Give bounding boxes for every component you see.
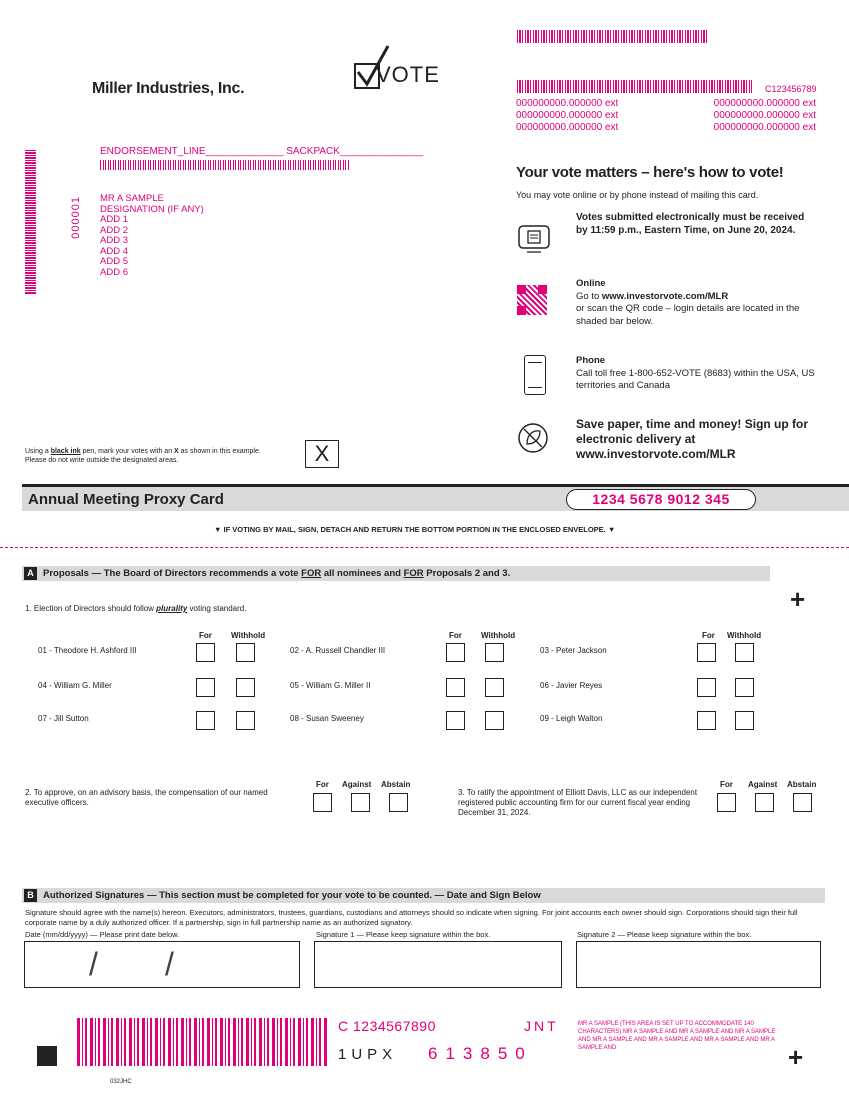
proposal-2-text: 2. To approve, on an advisory basis, the compensation of our named executive officers. [25, 788, 268, 807]
plus-mark: + [788, 1042, 804, 1072]
control-code: C123456789 [765, 84, 817, 94]
proposal-1-label: 1. Election of Directors should follow plurality voting standard. [25, 604, 247, 613]
signature-instructions: Signature should agree with the name(s) hereon. Executors, administrators, trustees, guardians, custodians and attorneys should so indicate when signing. For joint accounts each owner should sign. Corporations should sign their full corporate name by a duly authorized officer. If a partnership, sign in full partnership name as an authorized signatory. [25, 908, 798, 927]
col-for: For [316, 780, 329, 789]
mail-note: ▼ IF VOTING BY MAIL, SIGN, DETACH AND RETURN THE BOTTOM PORTION IN THE ENCLOSED ENVELOPE. ▼ [214, 525, 616, 534]
bottom-control-code: C 1234567890 [338, 1018, 436, 1034]
phone-section: Phone Call toll free 1-800-652-VOTE (8683) within the USA, US territories and Canada [576, 355, 815, 391]
nominee-label: 04 - William G. Miller [38, 681, 112, 690]
address-line: ADD 2 [100, 224, 128, 236]
nominee-label: 05 - William G. Miller II [290, 681, 371, 690]
col-withhold: Withhold [231, 631, 266, 640]
vote-matters-subtitle: You may vote online or by phone instead of mailing this card. [516, 190, 759, 200]
registration-square [37, 1046, 57, 1066]
footer-code: 032JHC [110, 1079, 132, 1085]
jnt-code: JNT [524, 1018, 559, 1034]
address-line: ADD 3 [100, 235, 128, 246]
postal-barcode [100, 160, 350, 170]
proxy-card-title: Annual Meeting Proxy Card [28, 491, 224, 508]
online-title: Online [576, 278, 606, 289]
control-barcode [517, 80, 752, 93]
vote-withhold-checkbox[interactable] [485, 678, 504, 697]
deadline-text: Votes submitted electronically must be received by 11:59 p.m., Eastern Time, on June 20, 2024. [576, 212, 805, 236]
top-barcode [517, 30, 707, 43]
proxy-number: 1234 5678 9012 345 [566, 489, 756, 510]
vote-for-checkbox[interactable] [196, 643, 215, 662]
section-b-letter: B [24, 889, 37, 902]
bottom-barcode [77, 1018, 327, 1066]
vote-for-checkbox[interactable] [446, 711, 465, 730]
col-for: For [199, 631, 212, 640]
vote-for-checkbox[interactable] [446, 643, 465, 662]
nominee-label: 06 - Javier Reyes [540, 681, 603, 690]
date-label: Date (mm/dd/yyyy) — Please print date below. [25, 930, 180, 939]
col-withhold: Withhold [481, 631, 516, 640]
example-mark-box: X [305, 440, 339, 468]
vote-logo-text: VOTE [376, 62, 440, 87]
vote-for-checkbox[interactable] [697, 643, 716, 662]
vote-matters-title: Your vote matters – here's how to vote! [516, 164, 784, 181]
vote-for-checkbox[interactable] [196, 678, 215, 697]
endorsement-line: ENDORSEMENT_LINE______________ SACKPACK_______________ [100, 146, 424, 157]
proposal-2-against-checkbox[interactable] [351, 793, 370, 812]
address-line: ADD 4 [100, 245, 128, 257]
nominee-label: 09 - Leigh Walton [540, 714, 603, 723]
address-line: ADD 6 [100, 266, 128, 278]
ink-note: Using a black ink pen, mark your votes with an X as shown in this example. Please do not write outside the designated areas. [25, 448, 261, 464]
ext-lines: 000000000.000000 ext 000000000.000000 ext 000000000.000000 ext 000000000.000000 ext 000000000.000000 ext 000000000.000000 ext [516, 98, 816, 133]
vote-withhold-checkbox[interactable] [485, 711, 504, 730]
col-for: For [702, 631, 715, 640]
vote-withhold-checkbox[interactable] [735, 678, 754, 697]
address-line: DESIGNATION (IF ANY) [100, 203, 204, 215]
detach-line [0, 547, 849, 548]
vote-withhold-checkbox[interactable] [236, 711, 255, 730]
save-paper-text[interactable]: Save paper, time and money! Sign up for electronic delivery at www.investorvote.com/MLR [576, 417, 809, 461]
phone-title: Phone [576, 355, 606, 366]
col-abstain: Abstain [787, 780, 817, 789]
sample-text-block: MR A SAMPLE (THIS AREA IS SET UP TO ACCOMMODATE 140 CHARACTERS) MR A SAMPLE AND MR A SAMPLE AND MR A SAMPLE AND MR A SAMPLE AND MR A SAMPLE AND MR A SAMPLE AND MR A SAMPLE AND [578, 1021, 776, 1051]
section-a-title: Proposals — The Board of Directors recommends a vote FOR all nominees and FOR Proposals 2 and 3. [43, 568, 511, 579]
vote-logo [352, 42, 442, 97]
computer-icon [517, 222, 551, 256]
vote-withhold-checkbox[interactable] [236, 643, 255, 662]
address-line: MR A SAMPLE [100, 193, 164, 204]
col-abstain: Abstain [381, 780, 411, 789]
sequence-code: 000001 [70, 196, 82, 239]
phone-icon [524, 355, 546, 395]
address-line: ADD 5 [100, 256, 128, 267]
signature-2-field[interactable] [576, 941, 821, 988]
vote-withhold-checkbox[interactable] [485, 643, 504, 662]
col-against: Against [342, 780, 372, 789]
vote-withhold-checkbox[interactable] [735, 711, 754, 730]
vote-withhold-checkbox[interactable] [236, 678, 255, 697]
company-name: Miller Industries, Inc. [92, 80, 245, 97]
section-a-letter: A [24, 567, 37, 580]
nominee-label: 02 - A. Russell Chandler III [290, 646, 386, 655]
proposal-2-for-checkbox[interactable] [313, 793, 332, 812]
proposal-3-text: 3. To ratify the appointment of Elliott Davis, LLC as our independent registered public accounting firm for our current fiscal year ending December 31, 2024. [458, 788, 698, 817]
col-withhold: Withhold [727, 631, 762, 640]
vote-for-checkbox[interactable] [697, 678, 716, 697]
online-url[interactable]: www.investorvote.com/MLR [601, 290, 729, 302]
vote-withhold-checkbox[interactable] [735, 643, 754, 662]
nominee-label: 01 - Theodore H. Ashford III [38, 646, 137, 655]
signature-2-label: Signature 2 — Please keep signature within the box. [577, 930, 752, 939]
col-for: For [720, 780, 733, 789]
address-line: ADD 1 [100, 214, 128, 225]
online-section: Online Go to www.investorvote.com/MLR or scan the QR code – login details are located in the shaded bar below. [576, 278, 816, 328]
nominee-label: 07 - Jill Sutton [38, 714, 89, 723]
section-b-title: Authorized Signatures — This section must be completed for your vote to be counted. — Date and Sign Below [43, 890, 541, 901]
col-against: Against [748, 780, 778, 789]
date-separator: / [165, 946, 174, 982]
proposal-3-for-checkbox[interactable] [717, 793, 736, 812]
date-field[interactable] [24, 941, 300, 988]
signature-1-field[interactable] [314, 941, 562, 988]
proposal-2-abstain-checkbox[interactable] [389, 793, 408, 812]
vote-for-checkbox[interactable] [697, 711, 716, 730]
paperless-leaf-icon [517, 422, 549, 454]
signature-1-label: Signature 1 — Please keep signature within the box. [316, 930, 491, 939]
qr-code-icon [517, 285, 547, 315]
proposal-3-abstain-checkbox[interactable] [793, 793, 812, 812]
address-block [100, 194, 204, 278]
col-for: For [449, 631, 462, 640]
bottom-number: 613850 [428, 1044, 533, 1063]
vote-for-checkbox[interactable] [196, 711, 215, 730]
vote-for-checkbox[interactable] [446, 678, 465, 697]
plus-mark: + [790, 584, 806, 614]
proposal-3-against-checkbox[interactable] [755, 793, 774, 812]
nominee-label: 03 - Peter Jackson [540, 646, 607, 655]
side-barcode [25, 150, 36, 295]
nominee-label: 08 - Susan Sweeney [290, 714, 364, 723]
upx-code: 1UPX [338, 1046, 398, 1063]
date-separator: / [89, 946, 98, 982]
